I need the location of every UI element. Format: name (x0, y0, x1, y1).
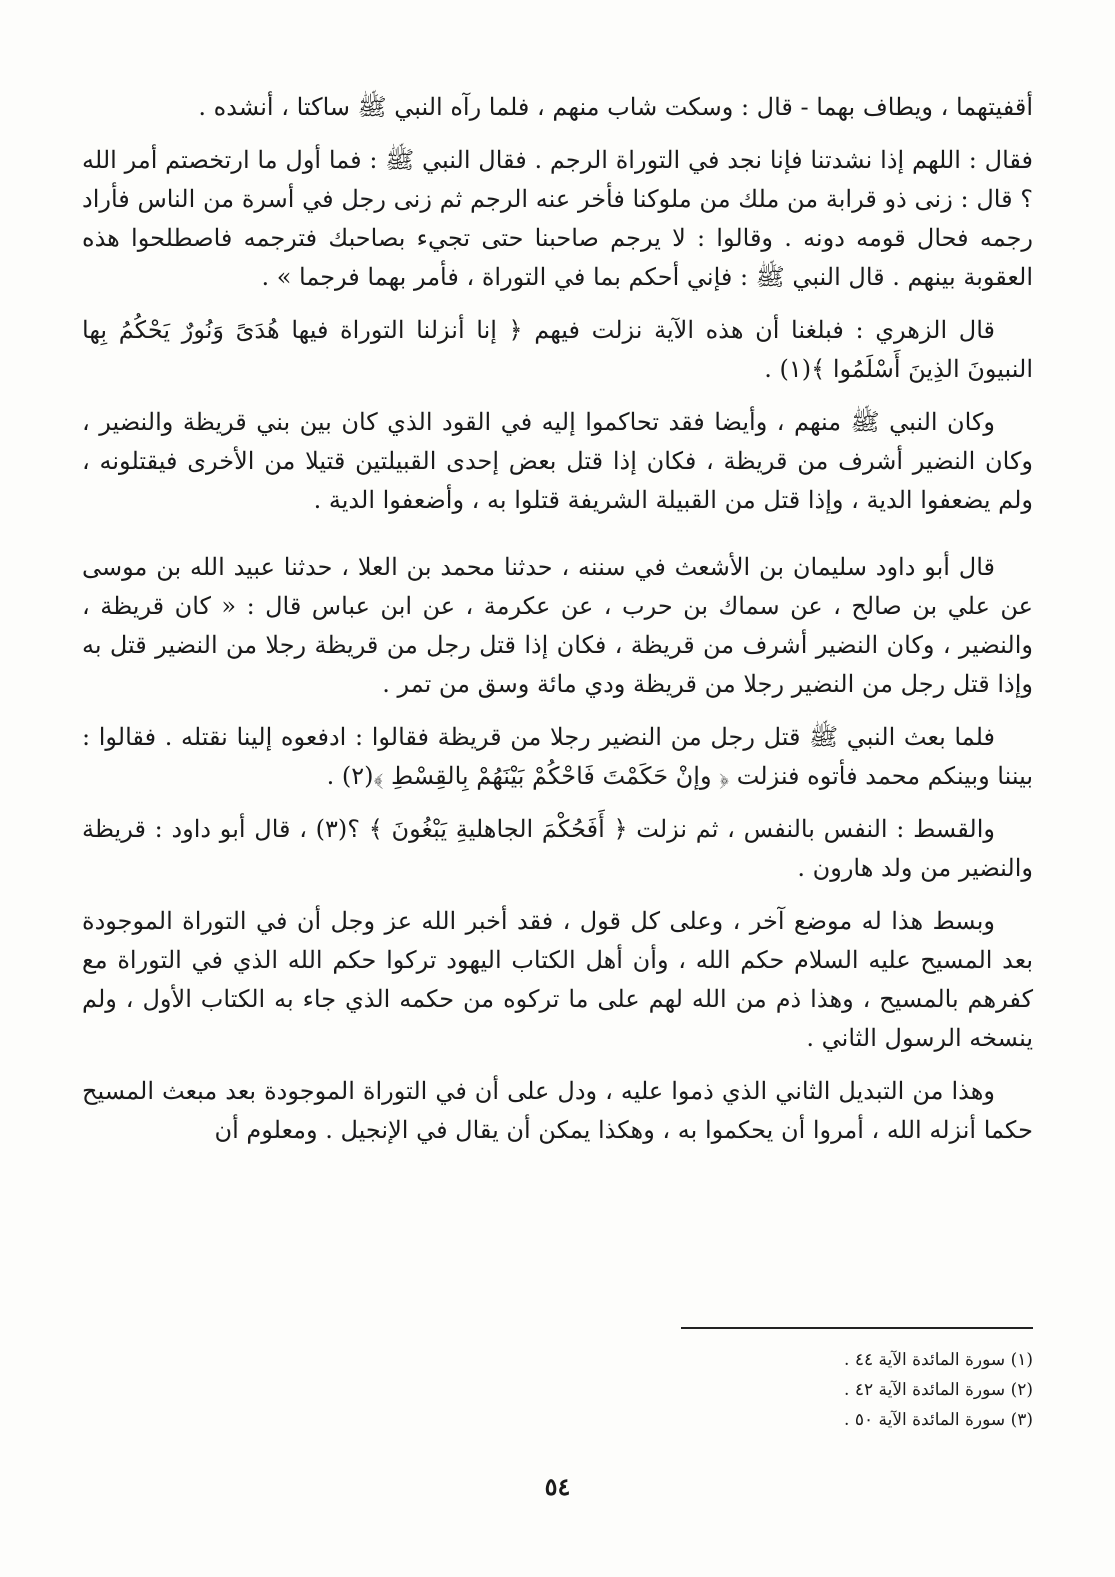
footnote: (٢) سورة المائدة الآية ٤٢ . (844, 1380, 1033, 1400)
page-number: ٥٤ (544, 1472, 571, 1501)
paragraph: قال أبو داود سليمان بن الأشعث في سننه ، حدثنا محمد بن العلا ، حدثنا عبيد الله بن موسى عن علي بن صالح ، عن سماك بن حرب ، عن عكرمة ، عن ابن عباس قال : « كان قريظة ، والنضير ، وكان النضير أشرف من قريظة ، فكان إذا قتل رجل من قريظة رجلا من النضير قتل به وإذا قتل رجل من النضير رجلا من قريظة ودي مائة وسق من تمر . (82, 553, 1033, 698)
paragraph: فقال : اللهم إذا نشدتنا فإنا نجد في التوراة الرجم . فقال النبي ﷺ : فما أول ما ارتخصتم أمر الله ؟ قال : زنى ذو قرابة من ملك من ملوكنا فأخر عنه الرجم ثم زنى رجل في أسرة من الناس فأراد رجمه فحال قومه دونه . وقالوا : لا يرجم صاحبنا حتى تجيء بصاحبك فترجمه فاصطلحوا هذه العقوبة بينهم . قال النبي ﷺ : فإني أحكم بما في التوراة ، فأمر بهما فرجما » . (82, 146, 1034, 291)
footnotes (633, 1345, 1033, 1435)
paragraph: وكان النبي ﷺ منهم ، وأيضا فقد تحاكموا إليه في القود الذي كان بين بني قريظة والنضير ، وكان النضير أشرف من قريظة ، فكان إذا قتل بعض إحدى القبيلتين قتيلا من الأخرى فيقتلونه ، ولم يضعفوا الدية ، وإذا قتل من القبيلة الشريفة قتلوا به ، وأضعفوا الدية . (82, 408, 1033, 514)
paragraph: وهذا من التبديل الثاني الذي ذموا عليه ، ودل على أن في التوراة الموجودة بعد مبعث المسيح حكما أنزله الله ، أمروا أن يحكموا به ، وهكذا يمكن أن يقال في الإنجيل . ومعلوم أن (82, 1077, 1033, 1144)
paragraph-continuation: أقفيتهما ، ويطاف بهما - قال : وسكت شاب منهم ، فلما رآه النبي ﷺ ساكتا ، أنشده . (198, 93, 1033, 121)
paragraph: وبسط هذا له موضع آخر ، وعلى كل قول ، فقد أخبر الله عز وجل أن في التوراة الموجودة بعد المسيح عليه السلام حكم الله ، وأن أهل الكتاب اليهود تركوا حكم الله الذي في التوراة مع كفرهم بالمسيح ، وهذا ذم من الله لهم على ما تركوه من حكمه الذي جاء به الكتاب الأول ، ولم ينسخه الرسول الثاني . (82, 907, 1034, 1052)
footnote: (١) سورة المائدة الآية ٤٤ . (844, 1350, 1033, 1370)
paragraph: قال الزهري : فبلغنا أن هذه الآية نزلت فيهم ﴿ إنا أنزلنا التوراة فيها هُدَىً وَنُورٌ يَحْكُمُ بِها النبيونَ الذِينَ أَسْلَمُوا ﴾(١) . (82, 316, 1033, 383)
main-text (82, 88, 1033, 1164)
footnote-divider (681, 1327, 1033, 1329)
paragraph: والقسط : النفس بالنفس ، ثم نزلت ﴿ أَفَحُكْمَ الجاهليةِ يَبْغُونَ ﴾ ؟(٣) ، قال أبو داود : قريظة والنضير من ولد هارون . (82, 815, 1033, 882)
footnote: (٣) سورة المائدة الآية ٥٠ . (844, 1410, 1033, 1430)
paragraph: فلما بعث النبي ﷺ قتل رجل من النضير رجلا من قريظة فقالوا : ادفعوه إلينا نقتله . فقالوا : بيننا وبينكم محمد فأتوه فنزلت ﴿ وإنْ حَكَمْتَ فَاحْكُمْ بَيْنَهُمْ بِالقِسْطِ ﴾(٢) . (82, 723, 1033, 790)
